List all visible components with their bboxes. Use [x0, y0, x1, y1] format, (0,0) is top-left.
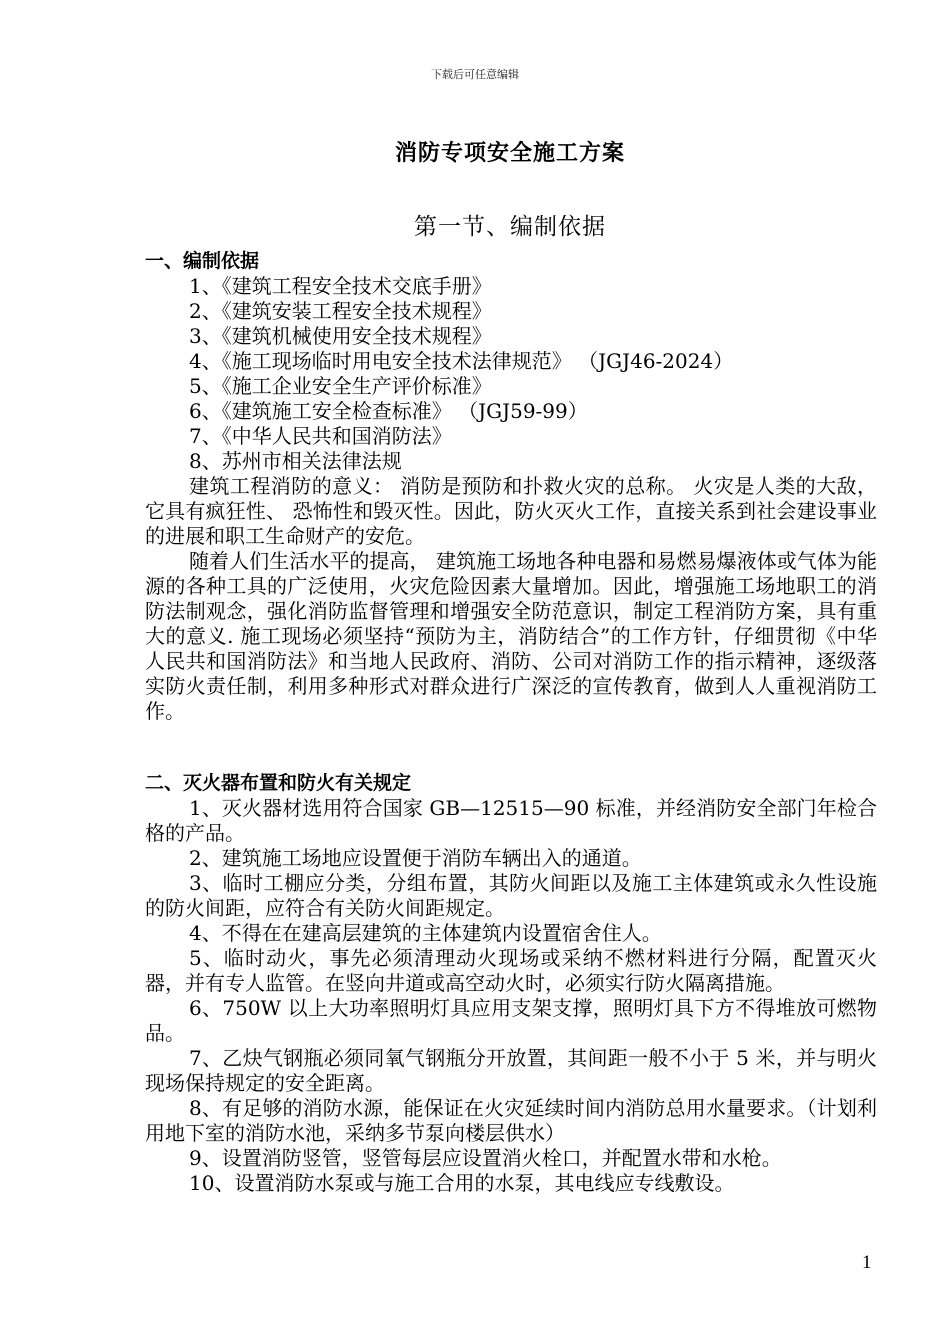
fire-protection-meaning-paragraph: 建筑工程消防的意义： 消防是预防和扑救火灾的总称。 火灾是人类的大敌， 它具有疯狂性、 恐怖性和毁灭性。因此，防火灭火工作，直接关系到社会建设事业的进展和职工生命财产的安危。 — [145, 474, 877, 548]
fire-protection-policy-paragraph: 随着人们生活水平的提高， 建筑施工场地各种电器和易燃易爆液体或气体为能源的各种工具的广泛使用，火灾危险因素大量增加。因此，增强施工场地职工的消防法制观念，强化消防监督管理和增强安全防范意识，制定工程消防方案，具有重大的意义. 施工现场必须坚持“预防为主，消防结合”的工作方针，仔细贯彻《中华人民共和国消防法》和当地人民政府、消防、公司对消防工作的指示精神，逐级落实防火责任制，利用多种形式对群众进行广深泛的宣传教育，做到人人重视消防工作。 — [145, 549, 877, 723]
section-extinguisher-rules — [145, 771, 877, 1196]
section-compilation-basis — [145, 249, 877, 724]
rule-item: 10、设置消防水泵或与施工合用的水泵，其电线应专线敷设。 — [189, 1171, 735, 1195]
document-title: 消防专项安全施工方案 — [394, 141, 625, 166]
basis-item: 4、《施工现场临时用电安全技术法律规范》 （JGJ46-2024） — [189, 349, 734, 373]
rule-item: 4、不得在在建高层建筑的主体建筑内设置宿舍住人。 — [189, 921, 662, 945]
rule-item: 3、临时工棚应分类，分组布置，其防火间距以及施工主体建筑或永久性设施的防火间距，应符合有关防火间距规定。 — [145, 871, 877, 920]
rule-item: 9、设置消防竖管，竖管每层应设置消火栓口，并配置水带和水枪。 — [189, 1146, 782, 1170]
rule-item: 1、灭火器材选用符合国家 GB—12515—90 标准，并经消防安全部门年检合格的产品。 — [145, 796, 877, 845]
basis-item: 1、《建筑工程安全技术交底手册》 — [189, 274, 492, 298]
basis-item: 5、《施工企业安全生产评价标准》 — [189, 374, 492, 398]
basis-item: 6、《建筑施工安全检查标准》 （JGJ59-99） — [189, 399, 588, 423]
rule-item: 6、750W 以上大功率照明灯具应用支架支撑，照明灯具下方不得堆放可燃物品。 — [145, 996, 877, 1045]
basis-item: 3、《建筑机械使用安全技术规程》 — [189, 324, 492, 348]
basis-item: 2、《建筑安装工程安全技术规程》 — [189, 299, 492, 323]
rule-item: 2、建筑施工场地应设置便于消防车辆出入的通道。 — [189, 846, 642, 870]
header-note: 下载后可任意编辑 — [431, 68, 519, 81]
section-title: 第一节、编制依据 — [414, 214, 606, 240]
rule-item: 7、乙炔气钢瓶必须同氧气钢瓶分开放置，其间距一般不小于 5 米，并与明火现场保持规定的安全距离。 — [145, 1046, 877, 1095]
part2-heading: 二、灭火器布置和防火有关规定 — [145, 772, 412, 794]
rule-item: 8、有足够的消防水源，能保证在火灾延续时间内消防总用水量要求。（计划利用地下室的消防水池，采纳多节泵向楼层供水） — [145, 1096, 877, 1145]
part1-heading: 一、编制依据 — [145, 250, 260, 272]
basis-item: 7、《中华人民共和国消防法》 — [189, 424, 452, 448]
rule-item: 5、临时动火，事先必须清理动火现场或采纳不燃材料进行分隔，配置灭火器，并有专人监管。在竖向井道或高空动火时，必须实行防火隔离措施。 — [145, 946, 877, 995]
basis-item: 8、苏州市相关法律法规 — [189, 449, 402, 473]
page-number: 1 — [862, 1252, 872, 1273]
